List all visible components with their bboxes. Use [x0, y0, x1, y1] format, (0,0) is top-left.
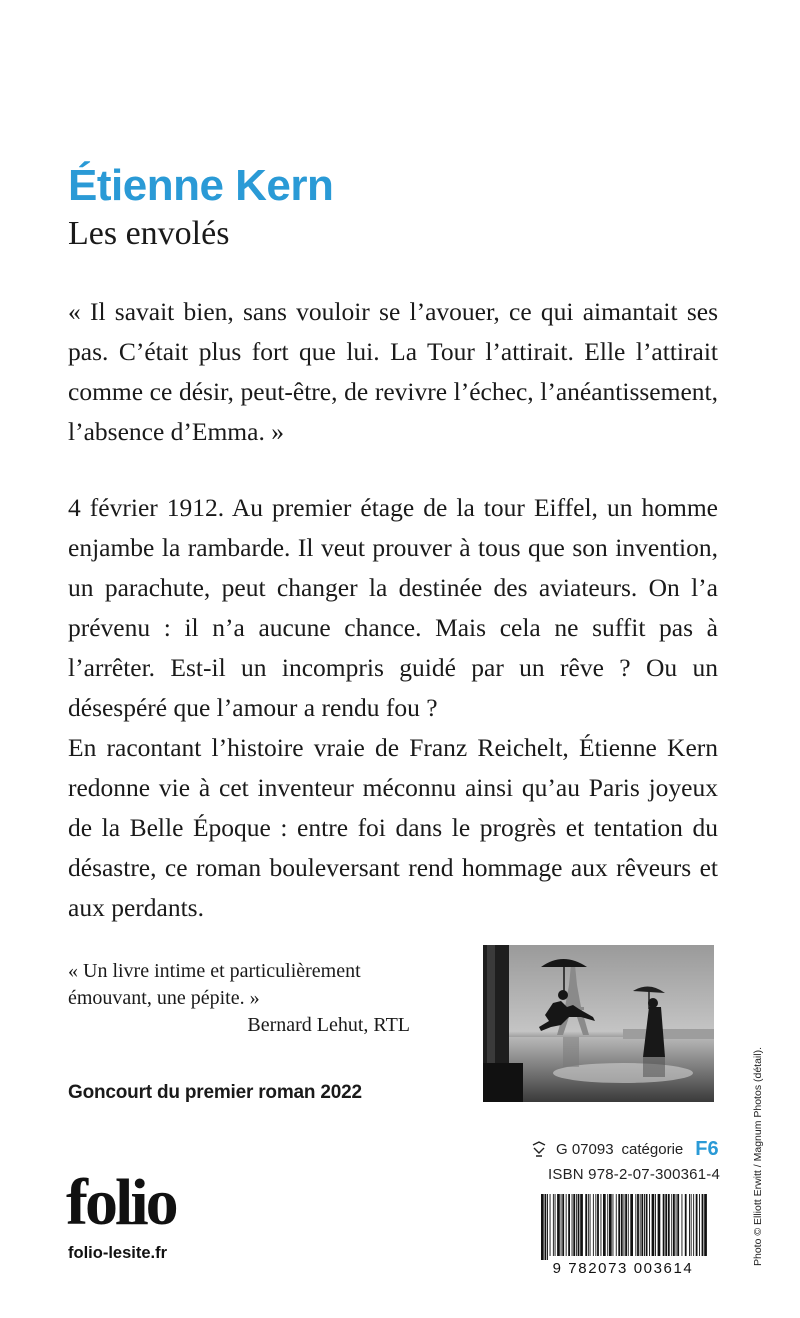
barcode-bar	[689, 1194, 690, 1256]
barcode-bar	[547, 1194, 548, 1260]
barcode-bar	[630, 1194, 633, 1256]
barcode-bar	[676, 1194, 677, 1256]
barcode-bar	[588, 1194, 589, 1256]
barcode-bar	[573, 1194, 575, 1256]
isbn-number: ISBN 978-2-07-300361-4	[548, 1166, 721, 1183]
barcode-bar	[621, 1194, 623, 1256]
barcode-bar	[637, 1194, 639, 1256]
book-title: Les envolés	[68, 215, 230, 252]
barcode-bar	[601, 1194, 602, 1256]
barcode-bar	[628, 1194, 629, 1256]
cover-photo	[483, 945, 714, 1102]
barcode-bar	[593, 1194, 594, 1256]
barcode-bar	[640, 1194, 641, 1256]
recycling-icon	[530, 1141, 548, 1159]
book-summary	[68, 488, 718, 928]
barcode-bar	[682, 1194, 683, 1256]
barcode-bar	[580, 1194, 583, 1256]
barcode-bar	[597, 1194, 599, 1256]
barcode-bar	[691, 1194, 692, 1256]
barcode-bar	[671, 1194, 672, 1256]
barcode-bar	[576, 1194, 577, 1256]
barcode-bar	[568, 1194, 570, 1256]
barcode-bar	[555, 1194, 556, 1256]
barcode-bar	[665, 1194, 667, 1256]
barcode	[533, 1194, 713, 1276]
author-name: Étienne Kern	[68, 161, 334, 210]
barcode-bar	[673, 1194, 675, 1256]
barcode-bar	[655, 1194, 656, 1256]
review-line-2: émouvant, une pépite. »	[68, 987, 260, 1009]
summary-paragraph-1: 4 février 1912. Au premier étage de la tour Eiffel, un homme enjambe la rambarde. Il veut prouver à tous que son invention, un parachute, peut changer la destinée des aviateurs. On l’a prévenu : il n’a aucune chance. Mais cela ne suffit pas à l’arrêter. Est-il un incompris guidé par un rêve ? Ou un désespéré que l’amour a rendu fou ?	[68, 493, 718, 722]
barcode-bar	[609, 1194, 612, 1256]
barcode-bar	[646, 1194, 648, 1256]
barcode-bar	[607, 1194, 608, 1256]
barcode-bar	[585, 1194, 587, 1256]
barcode-bars	[541, 1194, 707, 1260]
barcode-bar	[702, 1194, 704, 1256]
publisher-website: folio-lesite.fr	[68, 1244, 168, 1262]
summary-paragraph-2: En racontant l’histoire vraie de Franz Reichelt, Étienne Kern redonne vie à cet inventeur méconnu ainsi qu’au Paris joyeux de la Belle Époque : entre foi dans le progrès et tentation du désastre, ce roman bouleversant rend hommage aux rêveurs et aux perdants.	[68, 733, 718, 922]
barcode-bar	[625, 1194, 627, 1256]
barcode-bar	[649, 1194, 650, 1256]
quote-text: « Il savait bien, sans vouloir se l’avouer, ce qui aimantait ses pas. C’était plus fort que lui. La Tour l’attirait. Elle l’attirait comme ce désir, peut-être, de revivre l’échec, l’anéantissement, l’absence d’Emma. »	[68, 297, 718, 446]
product-code: G 07093	[556, 1141, 614, 1158]
folio-logo: folio	[66, 1166, 176, 1239]
barcode-bar	[658, 1194, 661, 1256]
barcode-bar	[668, 1194, 670, 1256]
barcode-bar	[562, 1194, 564, 1256]
product-code-line	[530, 1138, 719, 1161]
photo-illustration	[483, 945, 714, 1102]
barcode-bar	[685, 1194, 687, 1256]
barcode-bar	[545, 1194, 547, 1260]
barcode-bar	[603, 1194, 606, 1256]
barcode-bar	[578, 1194, 580, 1256]
barcode-bar	[557, 1194, 560, 1256]
category-code: F6	[695, 1138, 719, 1160]
barcode-bar	[613, 1194, 614, 1256]
barcode-bar	[550, 1194, 551, 1256]
barcode-bar	[693, 1194, 694, 1256]
barcode-bar	[644, 1194, 645, 1256]
photo-credit: Photo © Elliott Erwitt / Magnum Photos (détail).	[752, 1047, 764, 1266]
barcode-bar	[618, 1194, 620, 1256]
review-attribution: Bernard Lehut, RTL	[247, 1014, 410, 1036]
excerpt-quote	[68, 292, 718, 452]
barcode-bar	[677, 1194, 679, 1256]
barcode-bar	[595, 1194, 596, 1256]
barcode-bar	[561, 1194, 562, 1256]
barcode-bar	[566, 1194, 567, 1256]
barcode-digits: 9 782073 003614	[552, 1260, 694, 1276]
barcode-bar	[696, 1194, 698, 1256]
barcode-bar	[572, 1194, 573, 1256]
category-label: catégorie	[621, 1141, 684, 1158]
barcode-bar	[590, 1194, 591, 1256]
barcode-bar	[704, 1194, 707, 1256]
barcode-bar	[652, 1194, 655, 1256]
award-line: Goncourt du premier roman 2022	[68, 1082, 362, 1103]
barcode-bar	[553, 1194, 554, 1256]
barcode-bar	[699, 1194, 700, 1256]
barcode-bar	[641, 1194, 643, 1256]
barcode-bar	[635, 1194, 636, 1256]
review-line-1: « Un livre intime et particulièrement	[68, 960, 361, 982]
press-review	[68, 958, 428, 1039]
barcode-bar	[624, 1194, 625, 1256]
barcode-bar	[541, 1194, 544, 1260]
barcode-bar	[616, 1194, 617, 1256]
barcode-bar	[663, 1194, 665, 1256]
